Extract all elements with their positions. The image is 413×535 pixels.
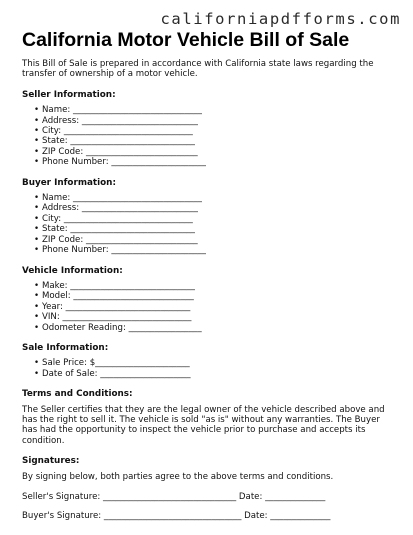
buyer-heading: Buyer Information: <box>22 177 116 188</box>
vehicle-odometer-field: • Odometer Reading: _________________ <box>34 323 392 333</box>
seller-fields-list <box>22 105 392 167</box>
buyer-name-field: • Name: ______________________________ <box>34 193 392 203</box>
buyer-city-field: • City: ______________________________ <box>34 214 392 224</box>
vehicle-model-field: • Model: ____________________________ <box>34 291 392 301</box>
buyer-fields-list <box>22 193 392 255</box>
seller-state-field: • State: _____________________________ <box>34 136 392 146</box>
sale-price-field: • Sale Price: $______________________ <box>34 358 392 368</box>
sale-fields-list <box>22 358 392 379</box>
document-title: California Motor Vehicle Bill of Sale <box>22 29 350 51</box>
sale-date-field: • Date of Sale: _____________________ <box>34 369 392 379</box>
buyer-address-field: • Address: ___________________________ <box>34 203 392 213</box>
intro-paragraph: This Bill of Sale is prepared in accordance with California state laws regarding the transfer of ownership of a motor vehicle. <box>22 59 374 80</box>
buyer-phone-field: • Phone Number: ______________________ <box>34 245 392 255</box>
vehicle-make-field: • Make: _____________________________ <box>34 281 392 291</box>
seller-name-field: • Name: ______________________________ <box>34 105 392 115</box>
sale-heading: Sale Information: <box>22 342 109 353</box>
vehicle-vin-field: • VIN: ______________________________ <box>34 312 392 322</box>
buyer-state-field: • State: _____________________________ <box>34 224 392 234</box>
document-body <box>22 59 392 531</box>
vehicle-fields-list <box>22 281 392 333</box>
vehicle-heading: Vehicle Information: <box>22 265 123 276</box>
site-watermark: californiapdfforms.com <box>160 10 401 28</box>
seller-address-field: • Address: ___________________________ <box>34 116 392 126</box>
vehicle-year-field: • Year: _____________________________ <box>34 302 392 312</box>
terms-paragraph: The Seller certifies that they are the legal owner of the vehicle described above and has the right to sell it. The vehicle is sold "as is" without any warranties. The Buyer has had the opportunity to inspect the vehicle prior to purchase and accepts its condition. <box>22 404 385 446</box>
seller-heading: Seller Information: <box>22 89 116 100</box>
seller-signature-line: Seller's Signature: _______________________________ Date: ______________ <box>22 492 326 502</box>
terms-heading: Terms and Conditions: <box>22 389 133 400</box>
buyer-signature-line: Buyer's Signature: ________________________________ Date: ______________ <box>22 511 331 522</box>
signatures-heading: Signatures: <box>22 456 80 467</box>
buyer-zip-field: • ZIP Code: __________________________ <box>34 235 392 245</box>
seller-phone-field: • Phone Number: ______________________ <box>34 157 392 167</box>
seller-city-field: • City: ______________________________ <box>34 126 392 136</box>
seller-zip-field: • ZIP Code: __________________________ <box>34 147 392 157</box>
signatures-intro: By signing below, both parties agree to the above terms and conditions. <box>22 471 334 482</box>
